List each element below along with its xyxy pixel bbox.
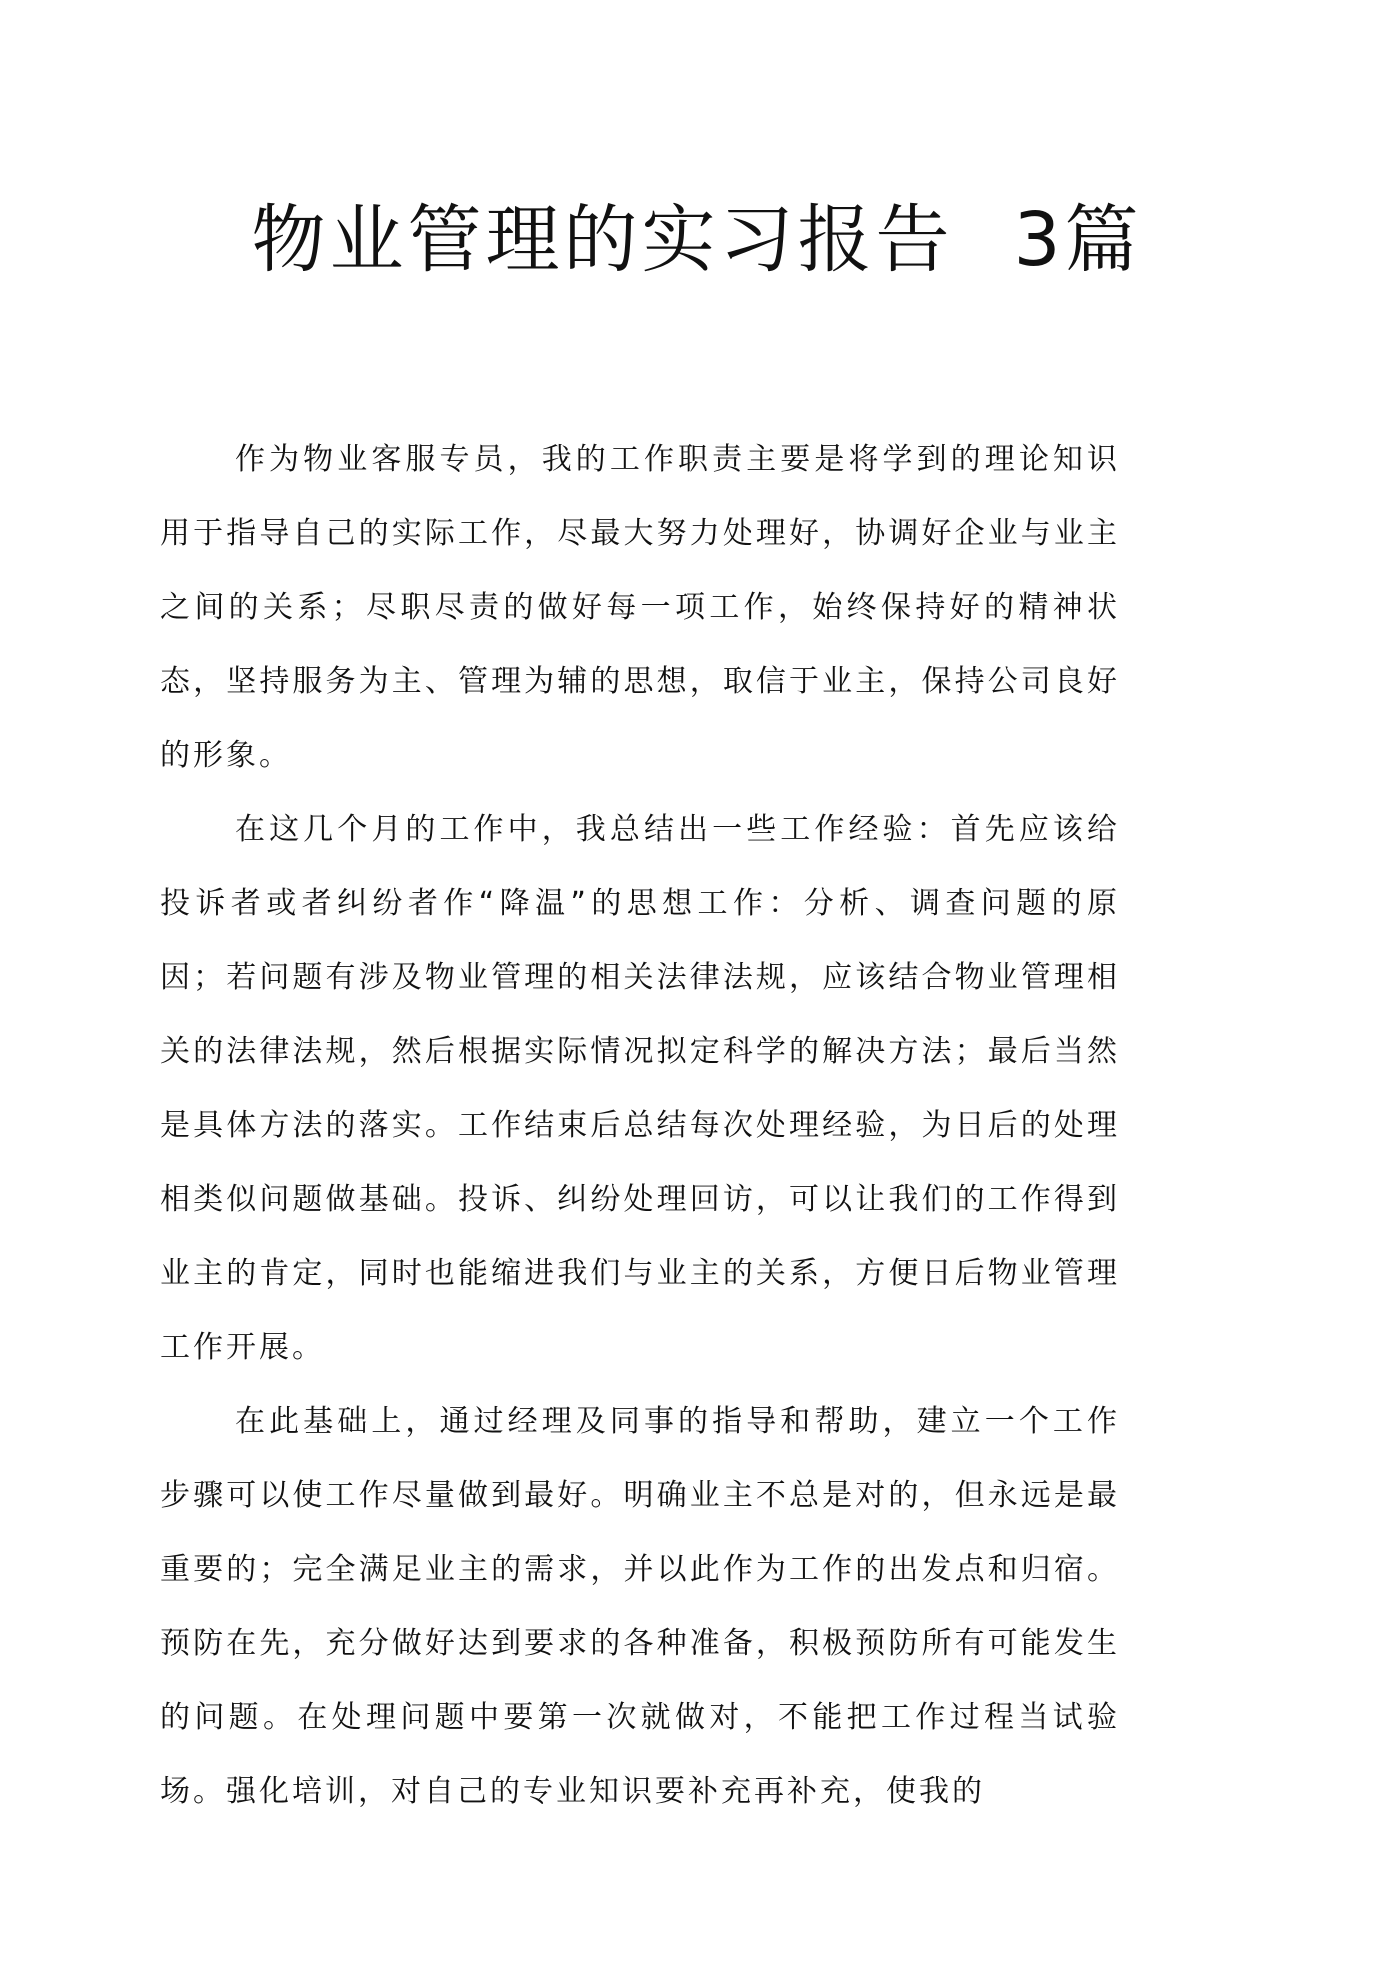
paragraph-1: 作为物业客服专员，我的工作职责主要是将学到的理论知识用于指导自己的实际工作，尽最大努力处理好，协调好企业与业主之间的关系；尽职尽责的做好每一项工作，始终保持好的精神状态，坚持服务为主、管理为辅的思想，取信于业主，保持公司良好的形象。 bbox=[160, 442, 1120, 773]
title-main-text: 物业管理的实习报告 bbox=[251, 197, 954, 283]
document-title bbox=[0, 190, 1394, 290]
paragraph-3: 在此基础上，通过经理及同事的指导和帮助，建立一个工作步骤可以使工作尽量做到最好。明确业主不总是对的，但永远是最重要的；完全满足业主的需求，并以此作为工作的出发点和归宿。预防在先，充分做好达到要求的各种准备，积极预防所有可能发生的问题。在处理问题中要第一次就做对，不能把工作过程当试验场。强化培训，对自己的专业知识要补充再补充，使我的 bbox=[160, 1404, 1120, 1809]
paragraph-2: 在这几个月的工作中，我总结出一些工作经验：首先应该给投诉者或者纠纷者作“降温”的思想工作：分析、调查问题的原因；若问题有涉及物业管理的相关法律法规，应该结合物业管理相关的法律法规，然后根据实际情况拟定科学的解决方法；最后当然是具体方法的落实。工作结束后总结每次处理经验，为日后的处理相类似问题做基础。投诉、纠纷处理回访，可以让我们的工作得到业主的肯定，同时也能缩进我们与业主的关系，方便日后物业管理工作开展。 bbox=[160, 812, 1120, 1365]
document-body bbox=[160, 423, 1120, 1829]
title-count-text: 3篇 bbox=[1013, 197, 1143, 283]
